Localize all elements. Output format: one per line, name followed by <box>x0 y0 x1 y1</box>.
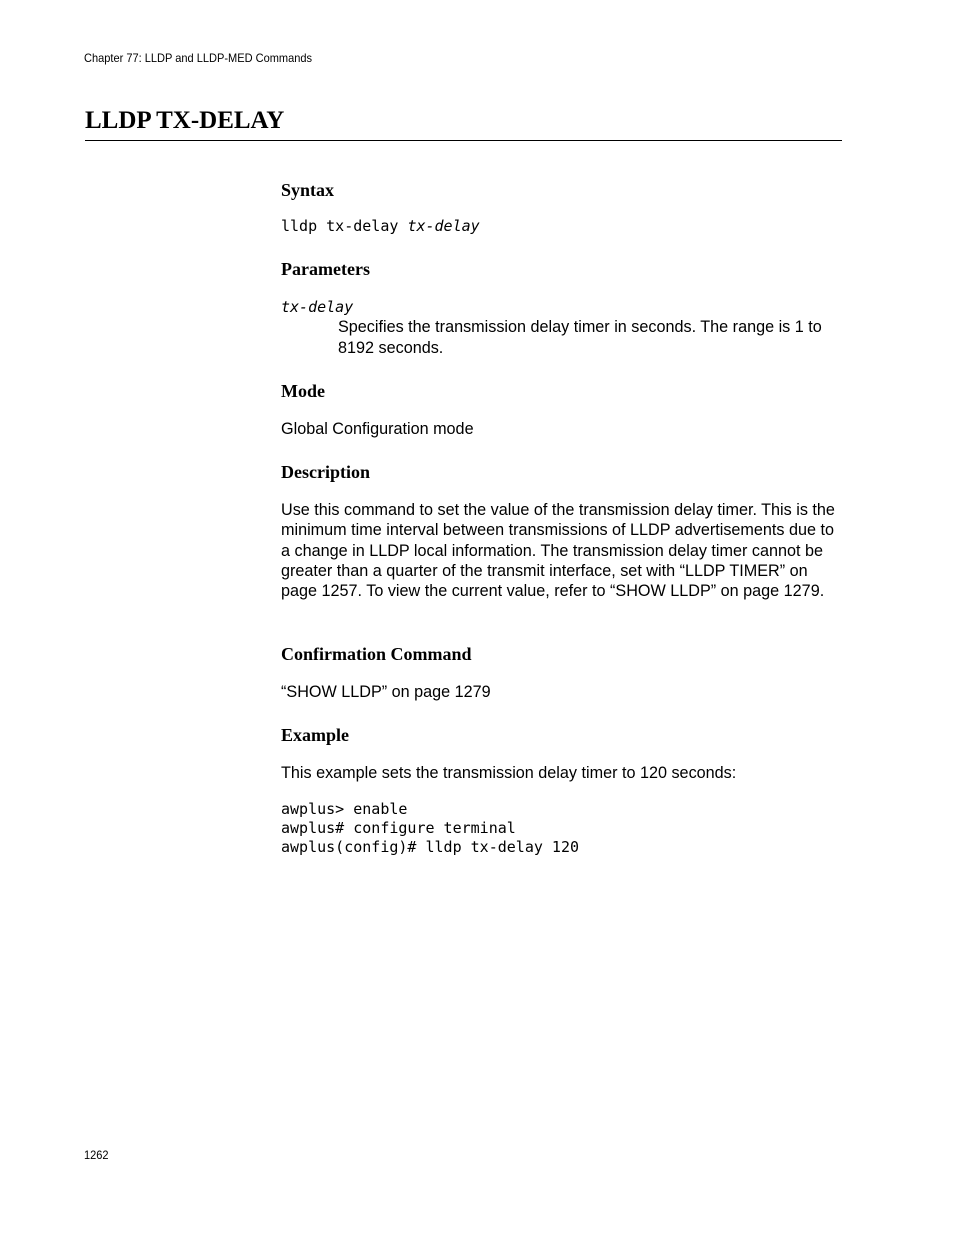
example-code: awplus> enable awplus# configure terminal awplus(config)# lldp tx-delay 120 <box>281 800 580 856</box>
description-text: Use this command to set the value of the transmission delay timer. This is the minimum time interval between transmissions of LLDP advertisements due to a change in LLDP local information. The transmission delay timer cannot be greater than a quarter of the transmit interface, set with “LLDP TIMER” on page 1257. To view the current value, refer to “SHOW LLDP” on page 1279. <box>281 501 835 601</box>
syntax-argument: tx-delay <box>407 217 480 235</box>
parameter-description: Specifies the transmission delay timer in seconds. The range is 1 to 8192 seconds. <box>338 318 822 357</box>
syntax-command <box>281 217 480 236</box>
example-text: This example sets the transmission delay timer to 120 seconds: <box>281 764 737 782</box>
running-header: Chapter 77: LLDP and LLDP-MED Commands <box>84 51 313 65</box>
mode-text: Global Configuration mode <box>281 420 474 438</box>
parameters-heading: Parameters <box>281 259 370 279</box>
parameter-name: tx-delay <box>281 298 354 316</box>
page-number: 1262 <box>84 1148 109 1162</box>
page-title: LLDP TX-DELAY <box>85 107 285 134</box>
example-heading: Example <box>281 725 350 745</box>
title-rule <box>85 140 842 141</box>
description-heading: Description <box>281 462 370 482</box>
syntax-command-text: lldp tx-delay <box>281 217 408 235</box>
confirmation-text: “SHOW LLDP” on page 1279 <box>281 683 491 701</box>
confirmation-heading: Confirmation Command <box>281 644 472 664</box>
mode-heading: Mode <box>281 381 325 401</box>
syntax-heading: Syntax <box>281 180 335 200</box>
